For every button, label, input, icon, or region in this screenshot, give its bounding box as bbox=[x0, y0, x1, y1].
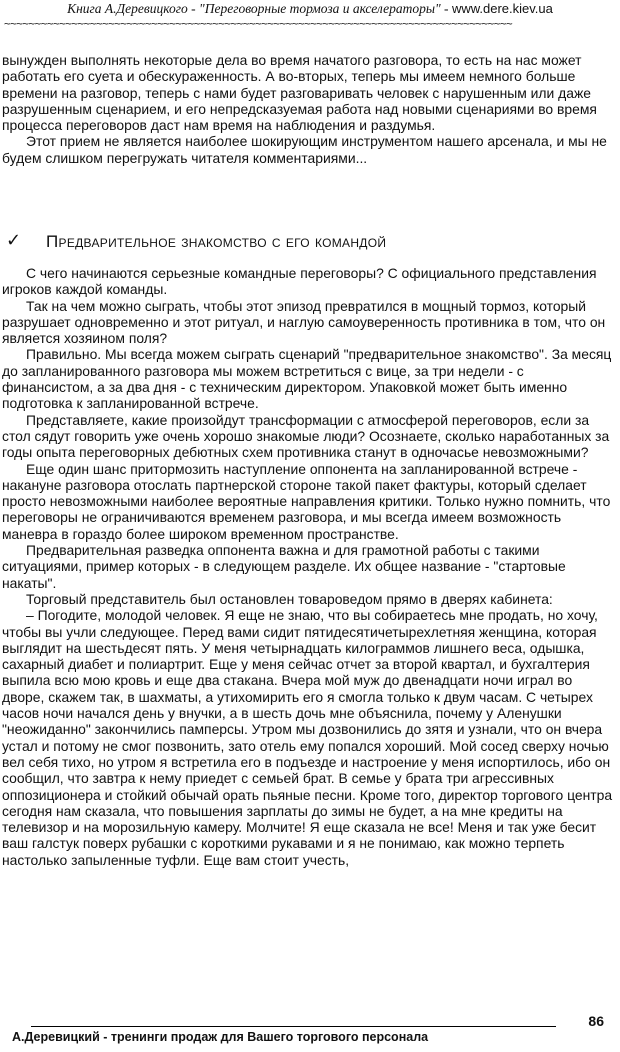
book-title bbox=[4, 1, 616, 17]
site-link[interactable]: www.dere.kiev.ua bbox=[451, 1, 553, 16]
paragraph: Правильно. Мы всегда можем сыграть сценарий "предварительное знакомство". За месяц до запланированного разговора мы можем встретиться с вице, за три недели - с финансистом, а за два дня - с техническим директором. Упаковкой может быть именно подготовка к запланированной встрече. bbox=[2, 346, 612, 412]
paragraph: Этот прием не является наиболее шокирующим инструментом нашего арсенала, и мы не будем слишком перегружать читателя комментариями... bbox=[2, 133, 607, 166]
section-title: Предварительное знакомство с его командой bbox=[46, 232, 387, 251]
body-text bbox=[2, 265, 616, 868]
paragraph: вынужден выполнять некоторые дела во время начатого разговора, то есть на нас может работать его суета и обескураженность. А во-вторых, теперь мы имеем немного больше времени на разговор, теперь с нами будет разговаривать человек с нарушенным или даже разрушенным сценарием, и его непредсказуемая работа над новыми сценариями во время процесса переговоров даст нам время на наблюдения и раздумья. bbox=[2, 52, 597, 134]
intro-text bbox=[2, 52, 616, 166]
footer-divider bbox=[31, 1026, 556, 1027]
paragraph: Представляете, какие произойдут трансформации с атмосферой переговоров, если за стол сядут говорить уже очень хорошо знакомые люди? Осознаете, сколько наработанных за годы опыта переговорных дебютных схем противника станут в одночасье невозможными? bbox=[2, 411, 610, 461]
paragraph: – Погодите, молодой человек. Я еще не знаю, что вы собираетесь мне продать, но хочу, чтобы вы учли следующее. Перед вами сидит пятидесятичетырехлетняя женщина, которая выглядит на шестьдесят пять. У меня четырнадцать килограммов лишнего веса, одышка, сахарный диабет и полиартрит. Еще у меня сейчас отчет за второй квартал, и бухгалтерия выпила всю мою кровь и еще два стакана. Вчера мой муж до двенадцати ночи играл во дворе, скажем так, в шахматы, а утихомирить его я смогла только к двум часам. С четырех часов ночи начался день у внучки, а в шесть дочь мне объяснила, почему у Аленушки "неожиданно" закончились памперсы. Утром мы дозвонились до зятя и узнали, что он вчера устал и потому не смог позвонить, зато отель ему попался хороший. Мой сосед сверху ночью вел себя тихо, но утром я встретила его в подъезде и настроение у меня испортилось, ибо он сообщил, что завтра к нему приедет с семьей брат. В семье у брата три агрессивных оппозиционера и стойкий обычай орать пьяные песни. Кроме того, директор торгового центра сегодня нам сказала, что повышения зарплаты до зимы не будет, а на мне кредиты на телевизор и на морозильную камеру. Молчите! Я еще сказала не все! Меня и так уже бесит ваш галстук поверх рубашки с короткими рукавами и я не понимаю, как можно терпеть настолько запыленные туфли. Еще вам стоит учесть, bbox=[2, 607, 613, 868]
section-heading bbox=[6, 230, 606, 254]
page-number: 86 bbox=[588, 1013, 604, 1029]
footer-text: А.Деревицкий - тренинги продаж для Вашего торгового персонала bbox=[12, 1030, 429, 1044]
checkmark-icon: ✓ bbox=[6, 230, 22, 251]
paragraph: Так на чем можно сыграть, чтобы этот эпизод превратился в мощный тормоз, который разрушает одновременно и этот ритуал, и наглую самоуверенность противника в том, что он является хозяином поля? bbox=[2, 297, 606, 347]
header-title-text: Книга А.Деревицкого - "Переговорные тормоза и акселераторы" - bbox=[67, 1, 452, 16]
paragraph: Предварительная разведка оппонента важна и для грамотной работы с такими ситуациями, пример которых - в следующем разделе. Их общее название - "стартовые накаты". bbox=[2, 542, 566, 591]
paragraph: Еще один шанс притормозить наступление оппонента на запланированной встрече - накануне разговора отослать партнерской стороне такой пакет фактуры, который сделает просто невозможными наиболее вероятные направления критики. Только нужно помнить, что переговоры не ограничиваются временем разговора, и мы всегда имеем возможность маневра в гораздо более широком временном пространстве. bbox=[2, 460, 611, 542]
page-header bbox=[0, 0, 620, 36]
tilde-divider: ~~~~~~~~~~~~~~~~~~~~~~~~~~~~~~~~~~~~~~~~~~~~~~~~~~~~~~~~~~~~~~~~~~~~~~~~~~~~~~~~~~~ bbox=[4, 17, 513, 30]
paragraph: С чего начинаются серьезные командные переговоры? С официального представления игроков каждой команды. bbox=[2, 265, 597, 298]
paragraph: Торговый представитель был остановлен товароведом прямо в дверях кабинета: bbox=[26, 590, 553, 607]
